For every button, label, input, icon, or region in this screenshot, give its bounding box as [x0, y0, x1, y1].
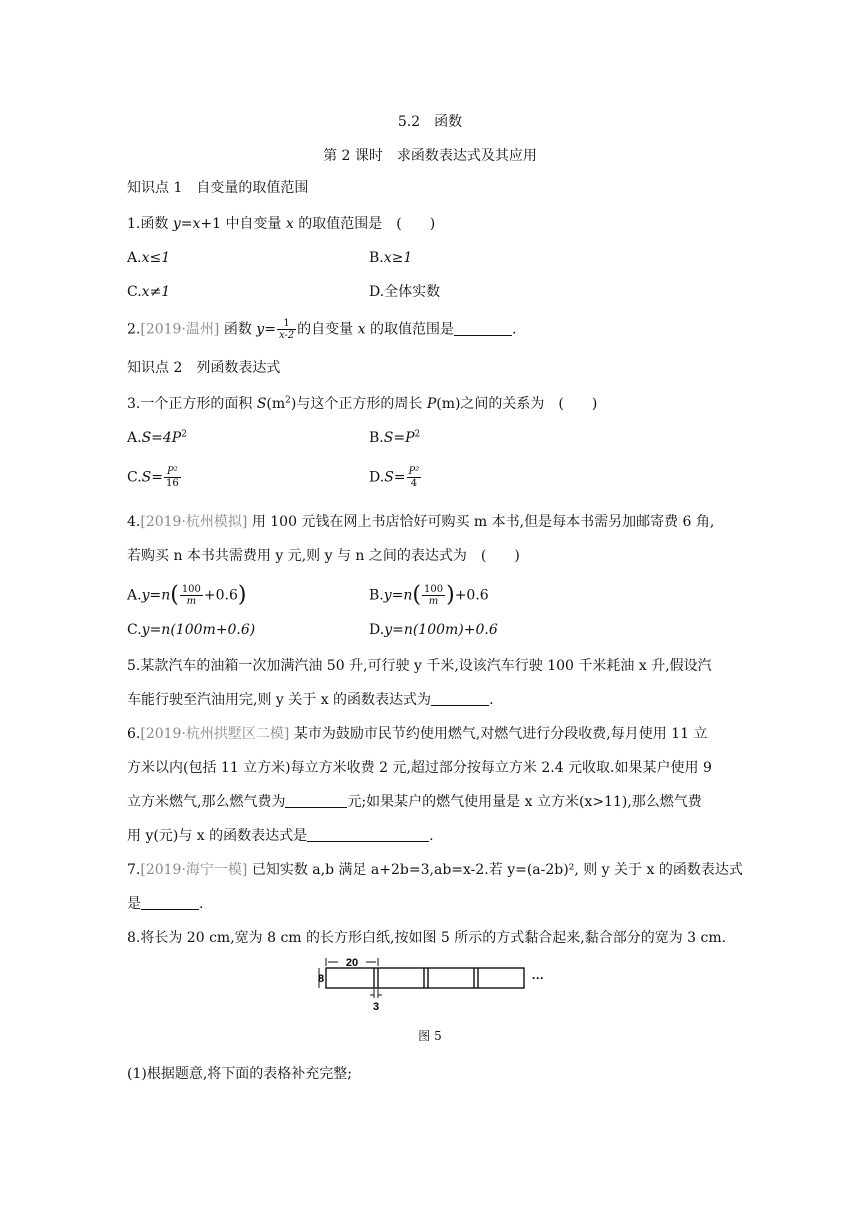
dim-width-label: 8 [317, 973, 325, 985]
q1-plus: +1 [200, 216, 222, 232]
q7-source: [2019·海宁一模] [140, 862, 248, 878]
question-6-line-3 [127, 792, 702, 812]
lesson-title: 第 2 课时 求函数表达式及其应用 [323, 148, 537, 164]
q3-opt-d-den: 4 [410, 478, 418, 489]
q1-text-c: 的取值范围是 ( ) [293, 216, 436, 232]
q1-opt-c-value: x≠1 [141, 284, 171, 300]
q3-opt-c-label: C. [127, 469, 142, 486]
q2-answer-blank[interactable] [454, 321, 512, 336]
q1-var-x2: x [285, 216, 294, 232]
q1-opt-c-label: C. [127, 284, 142, 300]
q6-answer-blank-2[interactable] [307, 827, 429, 842]
q4-option-b [369, 584, 489, 607]
q1-option-d: D.全体实数 [369, 284, 441, 300]
figure-5-caption: 图 5 [418, 1029, 442, 1043]
q4-opt-a-tail: +0.6 [203, 587, 238, 604]
question-4-line-1 [127, 512, 714, 532]
question-3 [127, 394, 597, 414]
question-8-sub-1: (1)根据题意,将下面的表格补充完整; [127, 1066, 352, 1082]
q4-option-d [369, 620, 498, 640]
q1-opt-a-value: x≤1 [141, 250, 171, 266]
q3-text-b: )与这个正方形的周长 [290, 396, 427, 412]
q4-text-1: 用 100 元钱在网上书店恰好可购买 m 本书,但是每本书需另加邮寄费 6 角, [247, 514, 715, 530]
q3-option-c [127, 466, 182, 489]
knowledge-point-1: 知识点 1 自变量的取值范围 [127, 180, 309, 196]
q4-opt-a-den: m [186, 596, 197, 607]
q6-number: 6. [127, 726, 141, 742]
q4-opt-b-value: y=n [383, 587, 413, 604]
figure-5-paper-strips [312, 954, 552, 1016]
q7-number: 7. [127, 862, 141, 878]
q6-end: . [429, 828, 434, 844]
q4-source: [2019·杭州模拟] [140, 514, 248, 530]
q4-opt-b-rparen: ) [446, 582, 455, 608]
q6-text-3b: 元;如果某户的燃气使用量是 x 立方米(x>11),那么燃气费 [347, 794, 702, 810]
question-6-line-2: 方米以内(包括 11 立方米)每立方米收费 2 元,超过部分按每立方米 2.4 元收取.如果某户使用 9 [127, 760, 712, 776]
q2-end: . [511, 321, 517, 338]
q1-option-a [127, 248, 170, 268]
q2-eq: = [264, 321, 276, 338]
q6-answer-blank-1[interactable] [285, 793, 347, 808]
q1-eq: = [180, 216, 193, 232]
question-2 [127, 318, 516, 341]
q2-text-a: 函数 [219, 321, 257, 338]
question-8-line-1: 8.将长为 20 cm,宽为 8 cm 的长方形白纸,按如图 5 所示的方式黏合起来,黏合部分的宽为 3 cm. [127, 930, 727, 946]
q3-opt-b-value: S=P [383, 430, 415, 446]
q1-text-b: 中自变量 [221, 216, 286, 232]
question-6-line-4 [127, 826, 434, 846]
q4-opt-b-label: B. [369, 587, 384, 604]
q4-opt-d-label: D. [369, 622, 385, 638]
q4-opt-a-frac [180, 584, 203, 607]
q4-opt-b-num: 100 [424, 584, 444, 595]
q4-opt-a-value: y=n [141, 587, 171, 604]
q3-opt-c-frac [164, 466, 181, 489]
q1-option-b [369, 248, 412, 268]
q4-opt-c-label: C. [127, 622, 142, 638]
q4-opt-a-num: 100 [181, 584, 201, 595]
q3-opt-b-sup: 2 [414, 429, 421, 440]
q6-source: [2019·杭州拱墅区二模] [140, 726, 290, 742]
q1-var-x: x [192, 216, 201, 232]
q5-answer-blank[interactable] [431, 691, 489, 706]
q4-opt-a-rparen: ) [237, 582, 247, 608]
q5-end: . [489, 692, 494, 708]
q3-text-a: 3.一个正方形的面积 [127, 396, 257, 412]
q3-opt-c-value: S= [141, 469, 163, 486]
q1-text: 1.函数 [127, 216, 173, 232]
q3-var-s: S [256, 396, 267, 412]
q3-opt-d-label: D. [369, 469, 385, 486]
q7-text-2: 是 [127, 896, 141, 912]
question-6-line-1 [127, 724, 707, 744]
q3-opt-a-value: S=4P [141, 430, 182, 446]
q2-frac-den: x-2 [278, 330, 295, 341]
q3-unit-a: (m [266, 396, 286, 412]
q2-var-y: y [256, 321, 265, 338]
q3-sup: 2 [285, 395, 291, 406]
q7-text-1: 已知实数 a,b 满足 a+2b=3,ab=x-2.若 y=(a-2b)², 则 y 关于 x 的函数表达式 [247, 862, 743, 878]
section-title: 5.2 函数 [397, 114, 463, 130]
question-1 [127, 214, 435, 234]
q6-text-3a: 立方米燃气,那么燃气费为 [127, 794, 286, 810]
dim-length-label: 20 [345, 957, 359, 969]
q3-opt-d-value: S= [384, 469, 406, 486]
continuation-dots: ··· [532, 971, 544, 985]
knowledge-point-2: 知识点 2 列函数表达式 [127, 360, 281, 376]
q3-opt-c-den: 16 [166, 478, 179, 489]
q7-answer-blank[interactable] [141, 895, 199, 910]
q3-opt-a-sup: 2 [181, 429, 187, 440]
q4-opt-a-label: A. [127, 587, 142, 604]
q4-opt-c-value: y=n(100m+0.6) [141, 622, 256, 638]
q1-opt-a-label: A. [127, 250, 142, 266]
q2-text-b: 的自变量 [297, 321, 358, 338]
q2-fraction [277, 318, 296, 341]
q1-opt-b-label: B. [369, 250, 384, 266]
q2-text-c: 的取值范围是 [365, 321, 454, 338]
q3-opt-a-label: A. [127, 430, 142, 446]
q4-opt-a-lparen: ( [170, 582, 179, 608]
strip-outline [326, 968, 524, 988]
q2-var-x: x [357, 321, 366, 338]
q4-opt-d-value: y=n(100m)+0.6 [384, 622, 498, 638]
q1-option-c [127, 282, 170, 302]
question-7-line-1 [127, 860, 743, 880]
q3-text-c: (m)之间的关系为 ( ) [436, 396, 598, 412]
q1-var-y: y [172, 216, 181, 232]
q4-opt-b-tail: +0.6 [454, 587, 489, 604]
q4-option-a [127, 584, 247, 607]
q3-opt-b-label: B. [369, 430, 384, 446]
question-4-line-2: 若购买 n 本书共需费用 y 元,则 y 与 n 之间的表达式为 ( ) [127, 548, 520, 564]
q4-number: 4. [127, 514, 141, 530]
q5-text-2: 车能行驶至汽油用完,则 y 关于 x 的函数表达式为 [127, 692, 432, 708]
q3-opt-c-num: P² [164, 466, 181, 478]
q4-opt-b-lparen: ( [412, 582, 421, 608]
q4-opt-b-den: m [428, 596, 439, 607]
q1-opt-b-value: x≥1 [383, 250, 413, 266]
q3-option-d [369, 466, 422, 489]
q7-end: . [199, 896, 204, 912]
q4-opt-b-frac [422, 584, 445, 607]
q4-option-c [127, 620, 255, 640]
question-5-line-2 [127, 690, 494, 710]
dim-overlap-label: 3 [372, 1001, 380, 1013]
q3-opt-d-num: P² [408, 466, 420, 477]
q3-opt-d-frac [407, 466, 422, 489]
q2-source: [2019·温州] [140, 321, 220, 338]
q3-option-b [369, 428, 420, 448]
q2-number: 2. [127, 321, 141, 338]
q3-option-a [127, 428, 187, 448]
q6-text-1: 某市为鼓励市民节约使用燃气,对燃气进行分段收费,每月使用 11 立 [289, 726, 708, 742]
q2-frac-num: 1 [277, 318, 296, 330]
q3-var-p: P [426, 396, 437, 412]
q6-text-4a: 用 y(元)与 x 的函数表达式是 [127, 828, 308, 844]
question-7-line-2 [127, 894, 203, 914]
question-5-line-1: 5.某款汽车的油箱一次加满汽油 50 升,可行驶 y 千米,设该汽车行驶 100 千米耗油 x 升,假设汽 [127, 658, 712, 674]
